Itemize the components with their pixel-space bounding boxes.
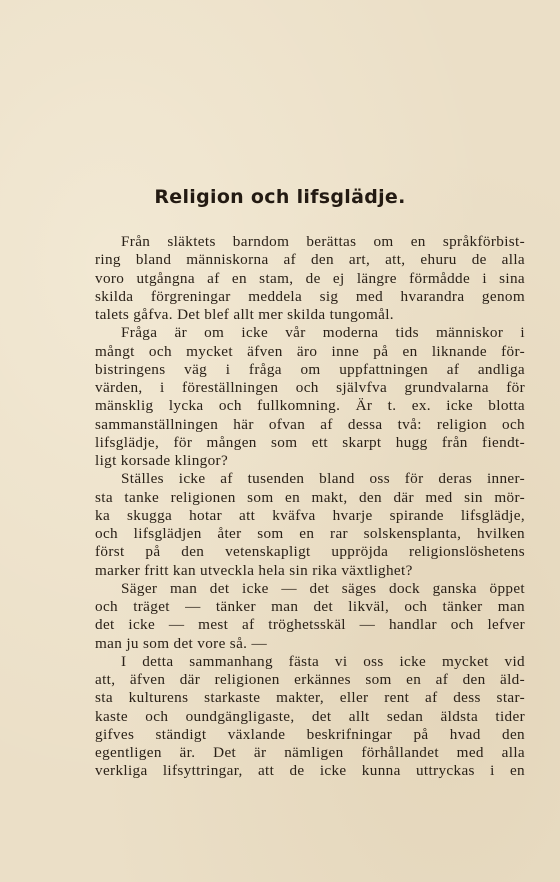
text-line: ka skugga hotar att kväfva hvarje spirande lifsglädje, bbox=[95, 506, 525, 524]
text-line: Fråga är om icke vår moderna tids människor i bbox=[121, 324, 525, 342]
text-line: lifsglädje, för mången som ett skarpt hugg från fiendt- bbox=[95, 433, 525, 451]
text-line: I detta sammanhang fästa vi oss icke mycket vid bbox=[121, 652, 525, 670]
text-line: sammanställningen här ofvan af dessa två: religion och bbox=[95, 415, 525, 433]
text-line: och träget — tänker man det likväl, och tänker man bbox=[95, 598, 525, 615]
text-line: kaste och oundgängligaste, det allt sedan äldsta tider bbox=[95, 707, 525, 725]
page-title: Religion och lifsglädje. bbox=[154, 186, 406, 208]
text-line: voro utgångna af en stam, de ej längre förmådde i sina bbox=[95, 269, 525, 287]
text-line: marker fritt kan utveckla hela sin rika växtlighet? bbox=[95, 561, 413, 579]
body-text bbox=[95, 233, 525, 781]
text-line: talets gåfva. Det blef allt mer skilda tungomål. bbox=[95, 306, 394, 323]
text-line: ligt korsade klingor? bbox=[95, 452, 229, 469]
text-line: värden, i föreställningen och självfva grundvalarna för bbox=[95, 379, 525, 396]
text-line: först på den vetenskapligt uppröjda religionslöshetens bbox=[95, 543, 525, 561]
text-line: mångt och mycket äfven äro inne på en liknande för- bbox=[95, 342, 525, 360]
text-line: Säger man det icke — det säges dock ganska öppet bbox=[121, 579, 525, 597]
text-line: och lifsglädjen åter som en rar solskensplanta, hvilken bbox=[95, 525, 525, 542]
text-line: man ju som det vore så. — bbox=[95, 634, 267, 652]
text-line: Från släktets barndom berättas om en språkförbist- bbox=[121, 233, 525, 250]
text-line: egentligen är. Det är nämligen förhållandet med alla bbox=[95, 744, 525, 761]
text-line: verkliga lifsyttringar, att de icke kunna uttryckas i en bbox=[95, 762, 525, 780]
text-line: sta tanke religionen som en makt, den där med sin mör- bbox=[95, 488, 525, 506]
text-line: sta kulturens starkaste makter, eller rent af dess star- bbox=[95, 689, 525, 707]
text-line: mänsklig lycka och fullkomning. Är t. ex. icke blotta bbox=[95, 397, 525, 415]
text-line: det icke — mest af tröghetsskäl — handlar och lefver bbox=[95, 616, 525, 634]
text-line: skilda förgreningar meddela sig med hvarandra genom bbox=[95, 287, 525, 305]
text-line: gifves ständigt växlande beskrifningar på hvad den bbox=[95, 725, 525, 743]
text-line: Ställes icke af tusenden bland oss för deras inner- bbox=[121, 470, 525, 488]
text-line: ring bland människorna af den art, att, ehuru de alla bbox=[95, 251, 525, 269]
text-line: att, äfven där religionen erkännes som en af den äld- bbox=[95, 671, 525, 688]
text-line: bistringens väg i fråga om uppfattningen af andliga bbox=[95, 360, 525, 378]
